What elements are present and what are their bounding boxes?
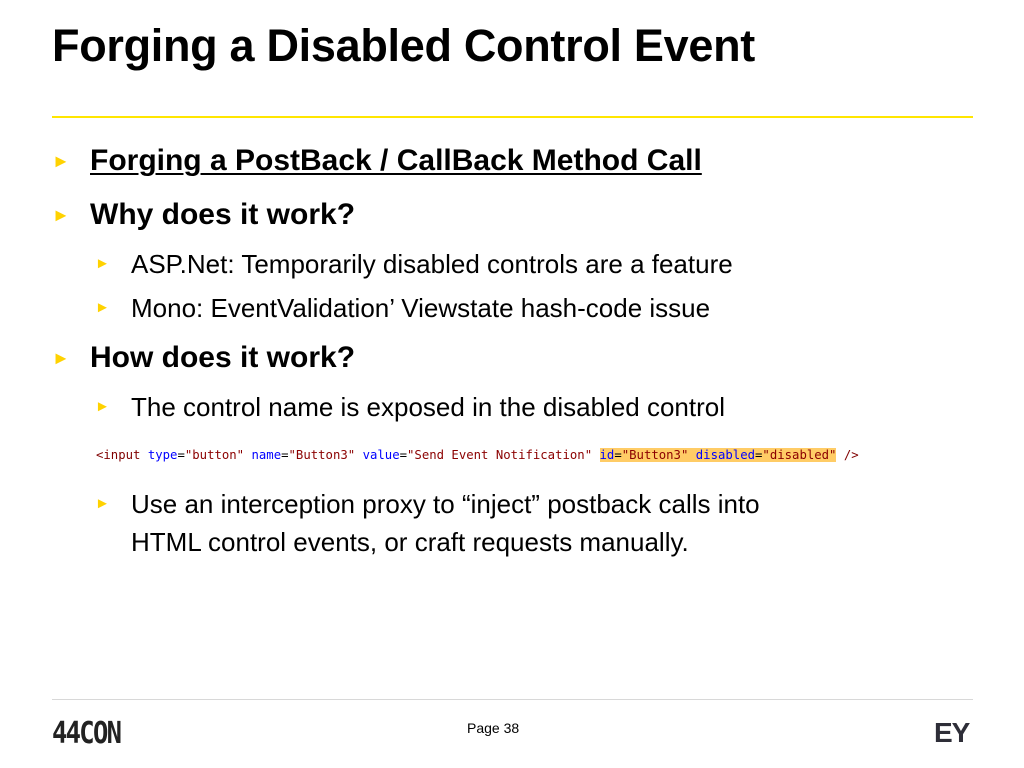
sub-bullet-interception-line1: Use an interception proxy to “inject” postback calls into bbox=[131, 489, 760, 519]
code-attr-name: name bbox=[251, 448, 282, 462]
code-attr-disabled: disabled bbox=[695, 448, 756, 462]
sub-bullet-control-name-label: The control name is exposed in the disabled control bbox=[131, 392, 726, 422]
code-equals: = bbox=[177, 448, 185, 462]
code-val-value: "Send Event Notification" bbox=[407, 448, 593, 462]
sub-bullet-arrow-icon: ► bbox=[95, 398, 110, 415]
code-open-tag: <input bbox=[96, 448, 141, 462]
sub-bullet-arrow-icon: ► bbox=[95, 495, 110, 512]
bullet-arrow-icon: ► bbox=[52, 348, 70, 368]
bullet-postback-link-label[interactable]: Forging a PostBack / CallBack Method Call bbox=[90, 144, 702, 177]
code-highlight bbox=[600, 448, 837, 462]
sub-bullet-mono-label: Mono: EventValidation’ Viewstate hash-code issue bbox=[131, 293, 711, 323]
code-equals: = bbox=[755, 448, 763, 462]
bullet-arrow-icon: ► bbox=[52, 151, 70, 171]
code-equals: = bbox=[281, 448, 289, 462]
bullet-why-label: Why does it work? bbox=[90, 198, 356, 231]
slide-title: Forging a Disabled Control Event bbox=[52, 20, 755, 71]
44con-logo: 44CON bbox=[52, 716, 121, 751]
bullet-arrow-icon: ► bbox=[52, 205, 70, 225]
code-val-disabled: "disabled" bbox=[762, 448, 837, 462]
code-snippet bbox=[96, 446, 859, 464]
code-val-name: "Button3" bbox=[288, 448, 356, 462]
code-equals: = bbox=[399, 448, 408, 462]
code-attr-type: type bbox=[147, 448, 178, 462]
footer-divider bbox=[52, 699, 973, 700]
sub-bullet-arrow-icon: ► bbox=[95, 255, 110, 272]
ey-logo: EY bbox=[934, 717, 970, 748]
code-attr-value: value bbox=[362, 448, 400, 462]
page-number: Page 38 bbox=[467, 720, 520, 736]
code-attr-id: id bbox=[599, 448, 615, 462]
bullet-how-label: How does it work? bbox=[90, 341, 356, 374]
code-equals: = bbox=[614, 448, 622, 462]
code-val-type: "button" bbox=[184, 448, 245, 462]
sub-bullet-arrow-icon: ► bbox=[95, 299, 110, 316]
title-divider bbox=[52, 116, 973, 118]
sub-bullet-interception-line2: HTML control events, or craft requests manually. bbox=[131, 527, 689, 557]
sub-bullet-aspnet-label: ASP.Net: Temporarily disabled controls are a feature bbox=[131, 249, 733, 279]
code-close-tag: /> bbox=[843, 448, 859, 462]
code-val-id: "Button3" bbox=[621, 448, 689, 462]
